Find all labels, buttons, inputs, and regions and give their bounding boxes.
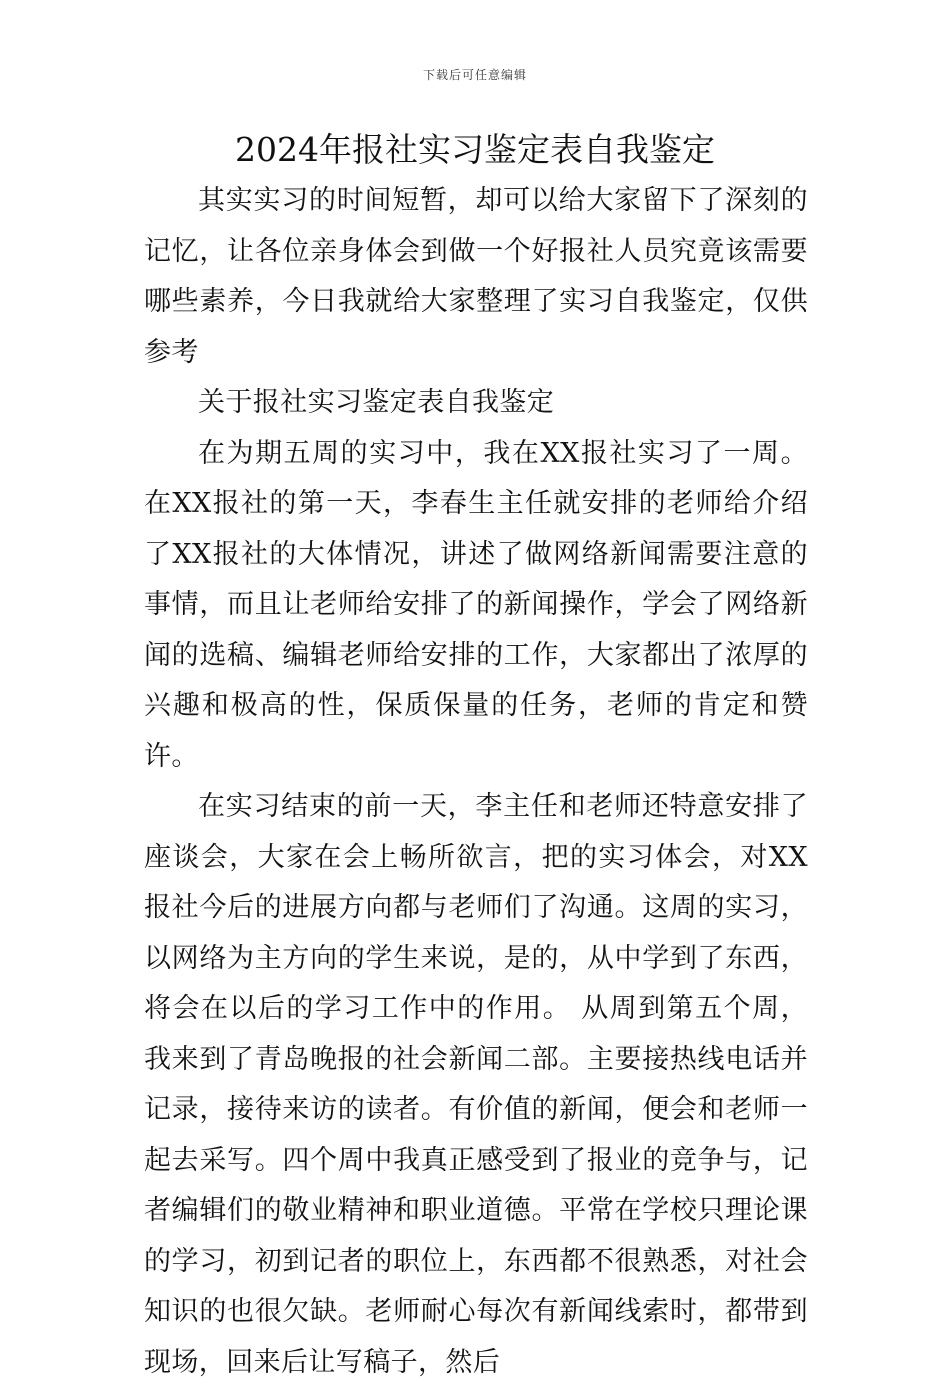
paragraph-intro: 其实实习的时间短暂，却可以给大家留下了深刻的记忆，让各位亲身体会到做一个好报社人员究竟该需要哪些素养，今日我就给大家整理了实习自我鉴定，仅供参考	[144, 185, 808, 368]
header-note: 下载后可任意编辑	[422, 68, 527, 82]
paragraph-subheading: 关于报社实习鉴定表自我鉴定	[198, 387, 555, 418]
document-body	[144, 176, 808, 1388]
paragraph-first-week: 在为期五周的实习中，我在XX报社实习了一周。在XX报社的第一天，李春生主任就安排的老师给介绍了XX报社的大体情况，讲述了做网络新闻需要注意的事情，而且让老师给安排了的新闻操作，学会了网络新闻的选稿、编辑老师给安排的工作，大家都出了浓厚的兴趣和极高的性，保质保量的任务，老师的肯定和赞许。	[144, 437, 808, 772]
document-title: 2024年报社实习鉴定表自我鉴定	[235, 130, 715, 169]
paragraph-later-weeks: 在实习结束的前一天，李主任和老师还特意安排了座谈会，大家在会上畅所欲言，把的实习体会，对XX报社今后的进展方向都与老师们了沟通。这周的实习，以网络为主方向的学生来说，是的，从中学到了东西，将会在以后的学习工作中的作用。 从周到第五个周，我来到了青岛晚报的社会新闻二部。主要接热线电话并记录，接待来访的读者。有价值的新闻，便会和老师一起去采写。四个周中我真正感受到了报业的竞争与，记者编辑们的敬业精神和职业道德。平常在学校只理论课的学习，初到记者的职位上，东西都不很熟悉，对社会知识的也很欠缺。老师耐心每次有新闻线索时，都带到现场，回来后让写稿子，然后	[144, 791, 808, 1378]
